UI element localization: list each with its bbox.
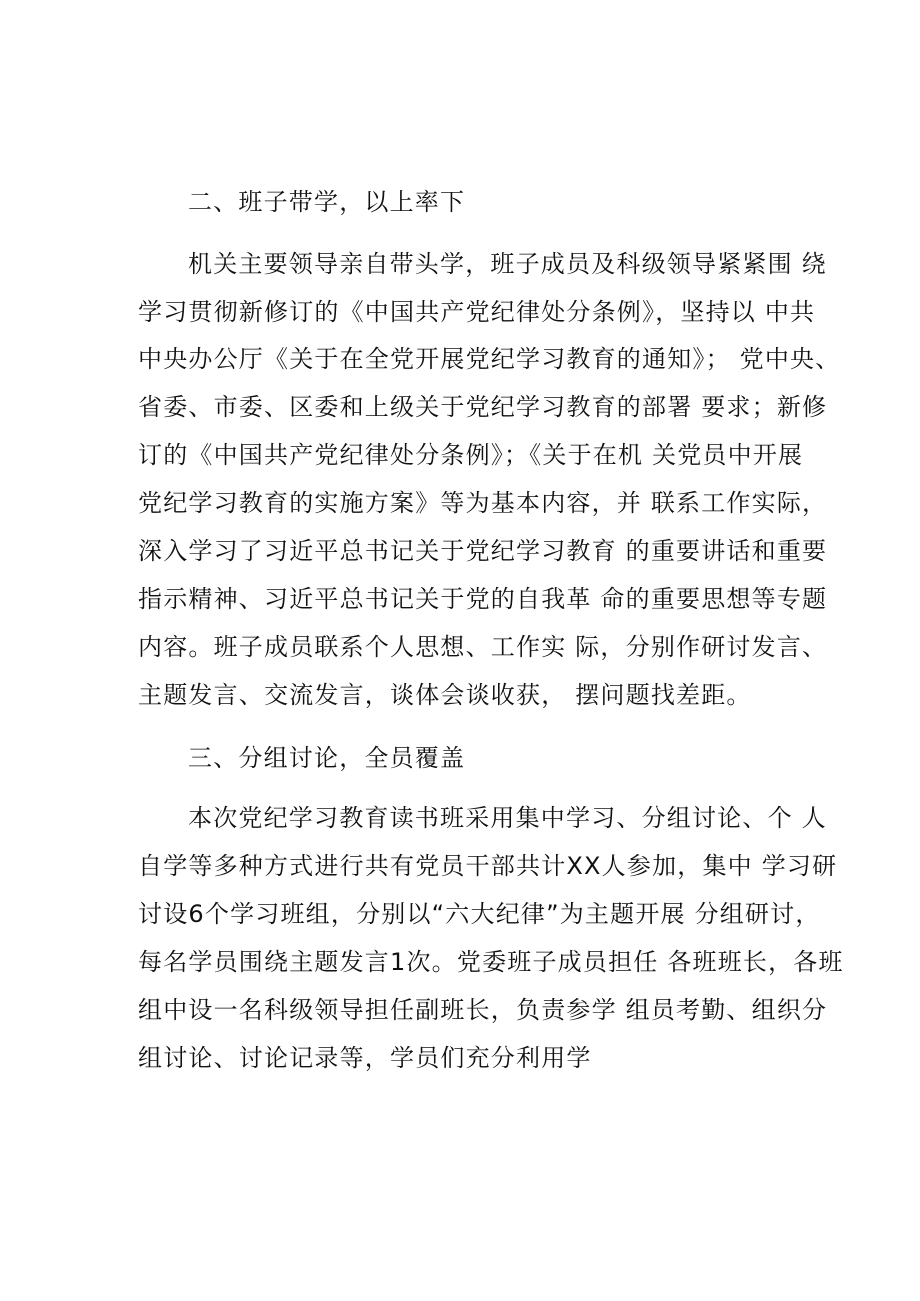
section-2-line-9: 内容。班子成员联系个人思想、工作实 际，分别作研讨发言、 [138,633,828,661]
section-2-line-7: 深入学习了习近平总书记关于党纪学习教育 的重要讲话和重要 [138,537,828,565]
section-3-line-1: 本次党纪学习教育读书班采用集中学习、分组讨论、个 人 [188,804,827,832]
section-3-heading: 三、分组讨论，全员覆盖 [188,744,466,772]
section-2-line-6: 党纪学习教育的实施方案》等为基本内容，并 联系工作实际， [138,489,828,517]
section-2-line-4: 省委、市委、区委和上级关于党纪学习教育的部署 要求；新修 [138,393,828,421]
section-2-line-3: 中央办公厅《关于在全党开展党纪学习教育的通知》； 党中央、 [138,345,841,373]
section-2-line-5: 订的《中国共产党纪律处分条例》；《关于在机 关党员中开展 [138,441,804,469]
section-3-line-2: 自学等多种方式进行共有党员干部共计XX人参加，集中 学习研 [138,852,838,880]
section-2-line-8: 指示精神、习近平总书记关于党的自我革 命的重要思想等专题 [138,585,828,613]
section-3-line-3: 讨设6个学习班组，分别以“六大纪律”为主题开展 分组研讨， [138,900,821,928]
section-3-line-6: 组讨论、讨论记录等，学员们充分利用学 [138,1044,592,1072]
section-2-line-10: 主题发言、交流发言，谈体会谈收获， 摆问题找差距。 [138,681,752,709]
section-2-heading: 二、班子带学，以上率下 [188,188,466,216]
section-2-line-1: 机关主要领导亲自带头学，班子成员及科级领导紧紧围 绕 [188,250,827,278]
section-2-line-2: 学习贯彻新修订的《中国共产党纪律处分条例》，坚持以 中共 [138,298,816,326]
section-3-line-4: 每名学员围绕主题发言1次。党委班子成员担任 各班班长，各班 [138,948,844,976]
section-3-line-5: 组中设一名科级领导担任副班长，负责参学 组员考勤、组织分 [138,996,828,1024]
